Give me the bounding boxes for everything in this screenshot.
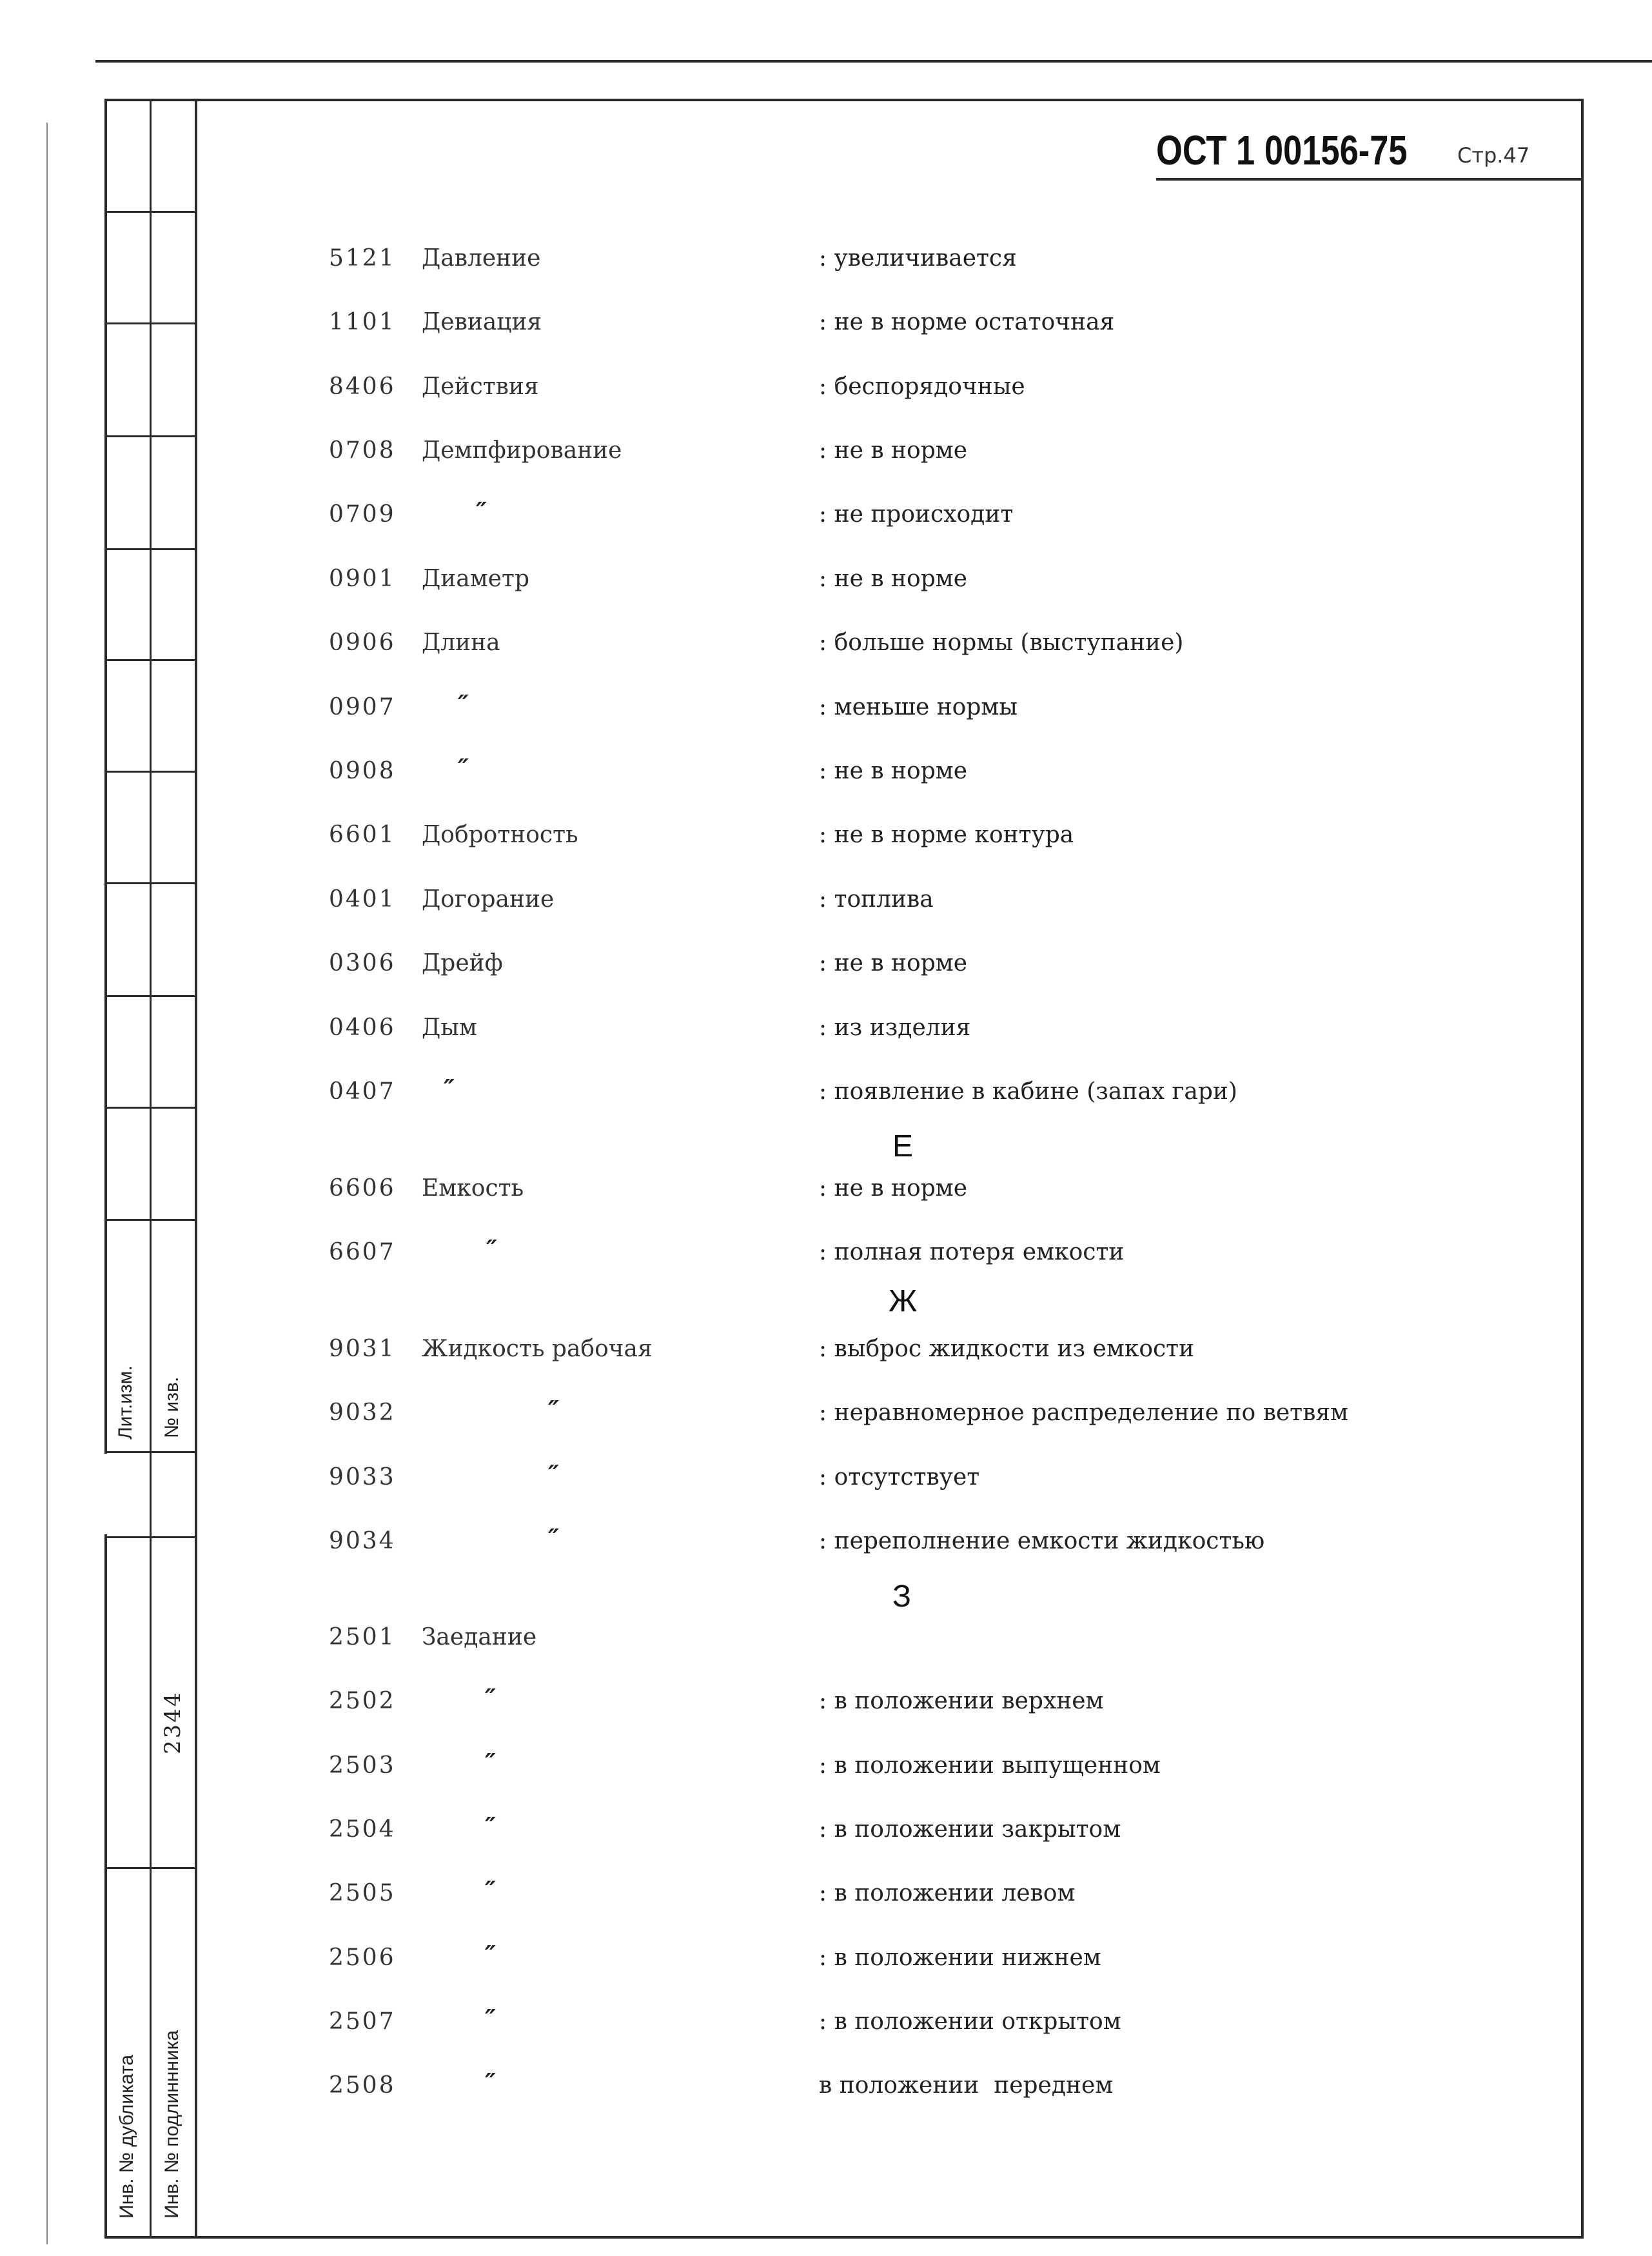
section-letter-z: З: [892, 1579, 911, 1614]
ditto-mark: ″: [485, 2004, 496, 2033]
entry-term: Добротность: [422, 822, 578, 848]
entry-term: Демпфирование: [422, 437, 622, 464]
entry-term: Дым: [422, 1014, 477, 1041]
entry-description: : не в норме: [819, 1175, 968, 1202]
entry-term: Длина: [422, 629, 500, 656]
stamp-row-line: [104, 211, 197, 213]
entry-term: Заедание: [422, 1624, 537, 1650]
entry-description: : в положении левом: [819, 1880, 1076, 1906]
entry-description: : не в норме: [819, 950, 968, 976]
entry-code: 8406: [329, 373, 396, 400]
stamp-row-line: [104, 659, 197, 661]
duplicate-label: Инв. № дубликата: [116, 2054, 137, 2219]
entry-code: 1101: [329, 309, 396, 335]
entry-code: 2503: [329, 1752, 396, 1779]
entry-description: : выброс жидкости из емкости: [819, 1336, 1195, 1362]
entry-term: Девиация: [422, 309, 542, 335]
stamp-gap: [97, 1454, 107, 1534]
ditto-mark: ″: [486, 1234, 497, 1263]
entry-description: : больше нормы (выступание): [819, 629, 1184, 656]
entry-code: 0407: [329, 1078, 396, 1105]
ditto-mark: ″: [548, 1523, 559, 1552]
entry-description: : не в норме: [819, 758, 968, 784]
section-letter-zh: Ж: [889, 1284, 918, 1318]
entry-term: Дрейф: [422, 950, 503, 976]
entry-code: 2501: [329, 1624, 396, 1650]
entry-description: : неравномерное распределение по ветвям: [819, 1400, 1349, 1426]
margin-line: [46, 123, 48, 2244]
stamp-row-line: [104, 1451, 197, 1453]
entry-code: 0908: [329, 758, 396, 784]
ditto-mark: ″: [485, 1683, 496, 1712]
revision-label: Лит.изм.: [115, 1365, 136, 1440]
entry-code: 6601: [329, 822, 396, 848]
stamp-row-line: [104, 435, 197, 437]
entry-code: 9031: [329, 1336, 396, 1362]
entry-description: : в положении верхнем: [819, 1688, 1104, 1714]
entry-description: в положении переднем: [819, 2072, 1114, 2099]
entry-code: 2506: [329, 1944, 396, 1971]
stamp-row-line: [104, 1536, 197, 1538]
ditto-mark: ″: [458, 689, 469, 718]
entry-term: Диаметр: [422, 566, 529, 592]
standard-number: ОСТ 1 00156-75: [1156, 127, 1408, 173]
stamp-row-line: [104, 995, 197, 997]
entry-code: 2504: [329, 1816, 396, 1843]
entry-description: : отсутствует: [819, 1464, 980, 1490]
stamp-row-line: [104, 1867, 197, 1869]
entry-code: 2502: [329, 1688, 396, 1714]
entry-description: : увеличивается: [819, 245, 1017, 272]
entry-description: : из изделия: [819, 1014, 971, 1041]
entry-description: : появление в кабине (запах гари): [819, 1078, 1237, 1105]
stamp-row-line: [104, 1107, 197, 1109]
entry-term: Действия: [422, 373, 539, 400]
entry-code: 0906: [329, 629, 396, 656]
entry-term: Емкость: [422, 1175, 524, 1202]
entry-description: : в положении открытом: [819, 2008, 1121, 2035]
change-number-label: № изв.: [161, 1376, 182, 1438]
header-underline: [1156, 178, 1582, 181]
entry-description: : в положении закрытом: [819, 1816, 1121, 1843]
entry-term: Давление: [422, 245, 541, 272]
ditto-mark: ″: [485, 1875, 496, 1905]
entry-code: 9034: [329, 1528, 396, 1554]
entry-description: : меньше нормы: [819, 694, 1018, 720]
entry-code: 0708: [329, 437, 396, 464]
entry-code: 5121: [329, 245, 396, 272]
entry-code: 2505: [329, 1880, 396, 1906]
entry-code: 0401: [329, 886, 396, 913]
ditto-mark: ″: [485, 1940, 496, 1969]
ditto-mark: ″: [444, 1074, 455, 1103]
page-frame: [104, 99, 1584, 2239]
entry-description: : в положении нижнем: [819, 1944, 1101, 1971]
ditto-mark: ″: [485, 1748, 496, 1777]
ditto-mark: ″: [485, 2068, 496, 2097]
entry-code: 2508: [329, 2072, 396, 2099]
top-rule: [95, 60, 1652, 63]
entry-description: : топлива: [819, 886, 934, 913]
original-label: Инв. № подлиннника: [161, 2030, 182, 2219]
ditto-mark: ″: [548, 1395, 559, 1424]
ditto-mark: ″: [548, 1459, 559, 1489]
stamp-row-line: [104, 548, 197, 550]
entry-code: 0709: [329, 501, 396, 528]
ditto-mark: ″: [476, 497, 487, 526]
page-label: Стр.47: [1457, 143, 1530, 168]
entry-code: 6606: [329, 1175, 396, 1202]
entry-description: : в положении выпущенном: [819, 1752, 1161, 1779]
entry-term: Жидкость рабочая: [422, 1336, 653, 1362]
entry-description: : полная потеря емкости: [819, 1239, 1125, 1265]
entry-code: 0406: [329, 1014, 396, 1041]
entry-code: 9032: [329, 1400, 396, 1426]
ditto-mark: ″: [485, 1812, 496, 1841]
entry-code: 9033: [329, 1464, 396, 1490]
stamp-col-divider-2: [195, 99, 197, 2239]
entry-description: : не в норме: [819, 437, 968, 464]
entry-description: : не в норме: [819, 566, 968, 592]
entry-description: : не в норме остаточная: [819, 309, 1115, 335]
inventory-number: 2344: [160, 1690, 186, 1754]
section-letter-e: Е: [892, 1129, 914, 1163]
entry-description: : переполнение емкости жидкостью: [819, 1528, 1265, 1554]
entry-code: 6607: [329, 1239, 396, 1265]
entry-code: 0901: [329, 566, 396, 592]
stamp-row-line: [104, 322, 197, 324]
entry-code: 0306: [329, 950, 396, 976]
entry-code: 0907: [329, 694, 396, 720]
entry-description: : не происходит: [819, 501, 1014, 528]
entry-code: 2507: [329, 2008, 396, 2035]
ditto-mark: ″: [458, 753, 469, 782]
stamp-col-divider-1: [150, 99, 152, 2239]
stamp-row-line: [104, 882, 197, 884]
entry-description: : беспорядочные: [819, 373, 1025, 400]
stamp-row-line: [104, 1219, 197, 1221]
stamp-row-line: [104, 771, 197, 773]
entry-description: : не в норме контура: [819, 822, 1074, 848]
entry-term: Догорание: [422, 886, 555, 913]
